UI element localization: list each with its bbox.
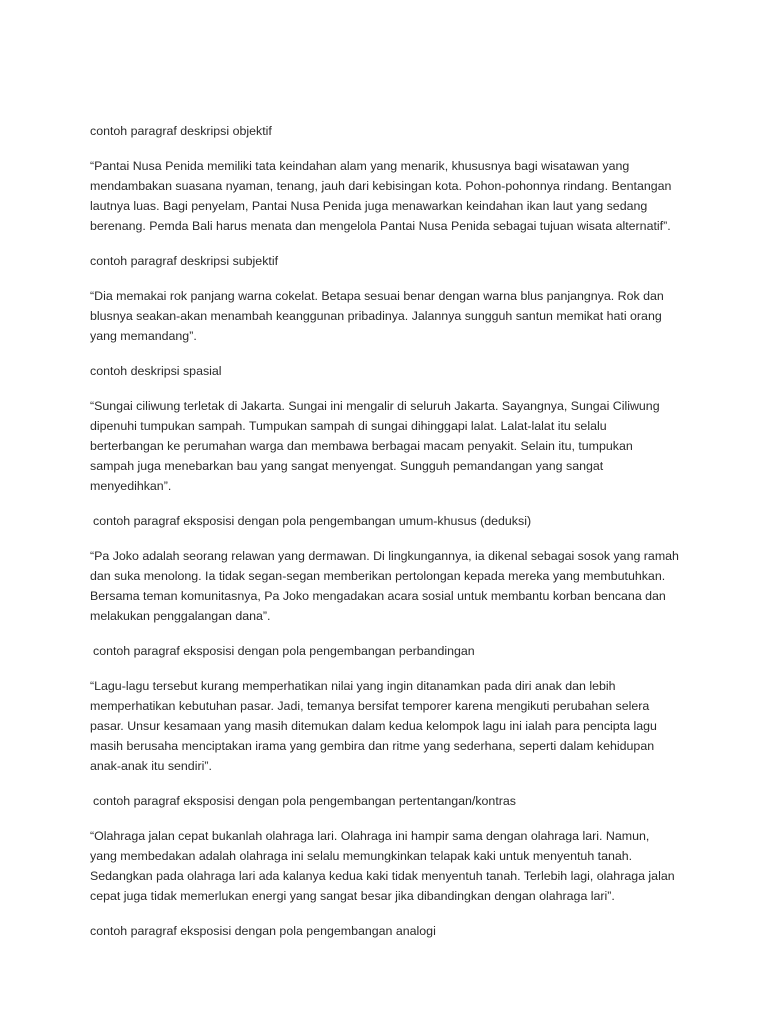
section-paragraph [90,156,690,236]
section-eksposisi-deduksi [90,511,690,626]
section-heading: contoh paragraf eksposisi dengan pola pengembangan perbandingan [93,644,475,658]
paragraph-line: berterbangan ke perumahan warga dan membawa berbagai macam penyakit. Selain itu, tumpukan [90,439,633,453]
section-heading: contoh paragraf eksposisi dengan pola pengembangan pertentangan/kontras [93,794,516,808]
paragraph-line: blusnya seakan-akan menambah keanggunan pribadinya. Jalannya sungguh santun memikat hati orang [90,309,662,323]
section-paragraph [90,676,690,776]
paragraph-line: menyedihkan”. [90,479,172,493]
paragraph-line: cepat juga tidak memerlukan energi yang sangat besar jika dibandingkan dengan olahraga lari”. [90,889,615,903]
paragraph-line: yang memandang”. [90,329,197,343]
paragraph-line: pasar. Unsur kesamaan yang masih ditemukan dalam kedua kelompok lagu ini ialah para pencipta lagu [90,719,657,733]
paragraph-line: “Lagu-lagu tersebut kurang memperhatikan nilai yang ingin ditanamkan pada diri anak dan lebih [90,679,616,693]
paragraph-line: anak-anak itu sendiri”. [90,759,212,773]
section-heading: contoh paragraf deskripsi objektif [90,124,272,138]
section-heading: contoh paragraf eksposisi dengan pola pengembangan umum-khusus (deduksi) [93,514,532,528]
paragraph-line: sampah juga menebarkan bau yang sangat menyengat. Sungguh pemandangan yang sangat [90,459,604,473]
section-heading: contoh deskripsi spasial [90,364,222,378]
paragraph-line: “Dia memakai rok panjang warna cokelat. Betapa sesuai benar dengan warna blus panjangnya. Rok dan [90,289,664,303]
section-eksposisi-analogi [90,921,690,941]
section-heading: contoh paragraf deskripsi subjektif [90,254,279,268]
paragraph-line: “Sungai ciliwung terletak di Jakarta. Sungai ini mengalir di seluruh Jakarta. Sayangnya, Sungai Ciliwung [90,399,660,413]
section-deskripsi-objektif [90,121,690,236]
paragraph-line: melakukan penggalangan dana”. [90,609,271,623]
section-paragraph [90,396,690,496]
paragraph-line: dan suka menolong. Ia tidak segan-segan memberikan pertolongan kepada mereka yang membutuhkan. [90,569,666,583]
paragraph-line: “Pantai Nusa Penida memiliki tata keindahan alam yang menarik, khususnya bagi wisatawan yang [90,159,630,173]
section-heading: contoh paragraf eksposisi dengan pola pengembangan analogi [90,924,436,938]
paragraph-line: yang membedakan adalah olahraga ini selalu memungkinkan telapak kaki untuk menyentuh tanah. [90,849,633,863]
paragraph-line: Bersama teman komunitasnya, Pa Joko mengadakan acara sosial untuk membantu korban bencana dan [90,589,666,603]
paragraph-line: Sedangkan pada olahraga lari ada kalanya kedua kaki tidak menyentuh tanah. Terlebih lagi, olahraga jalan [90,869,675,883]
section-eksposisi-perbandingan [90,641,690,776]
paragraph-line: mendambakan suasana nyaman, tenang, jauh dari kebisingan kota. Pohon-pohonnya rindang. Bentangan [90,179,672,193]
section-eksposisi-kontras [90,791,690,906]
section-paragraph [90,546,690,626]
paragraph-line: “Pa Joko adalah seorang relawan yang dermawan. Di lingkungannya, ia dikenal sebagai sosok yang ramah [90,549,679,563]
section-deskripsi-spasial [90,361,690,496]
section-paragraph [90,286,690,346]
paragraph-line: lautnya luas. Bagi penyelam, Pantai Nusa Penida juga menawarkan keindahan ikan laut yang sedang [90,199,648,213]
document-body [90,121,690,956]
paragraph-line: dipenuhi tumpukan sampah. Tumpukan sampah di sungai dihinggapi lalat. Lalat-lalat itu selalu [90,419,607,433]
paragraph-line: masih berusaha menciptakan irama yang gembira dan ritme yang sederhana, seperti dalam kehidupan [90,739,655,753]
section-paragraph [90,826,690,906]
paragraph-line: “Olahraga jalan cepat bukanlah olahraga lari. Olahraga ini hampir sama dengan olahraga lari. Namun, [90,829,650,843]
paragraph-line: berenang. Pemda Bali harus menata dan mengelola Pantai Nusa Penida sebagai tujuan wisata alternatif”. [90,219,671,233]
paragraph-line: memperhatikan kebutuhan pasar. Jadi, temanya bersifat temporer karena mengikuti perubahan selera [90,699,650,713]
section-deskripsi-subjektif [90,251,690,346]
